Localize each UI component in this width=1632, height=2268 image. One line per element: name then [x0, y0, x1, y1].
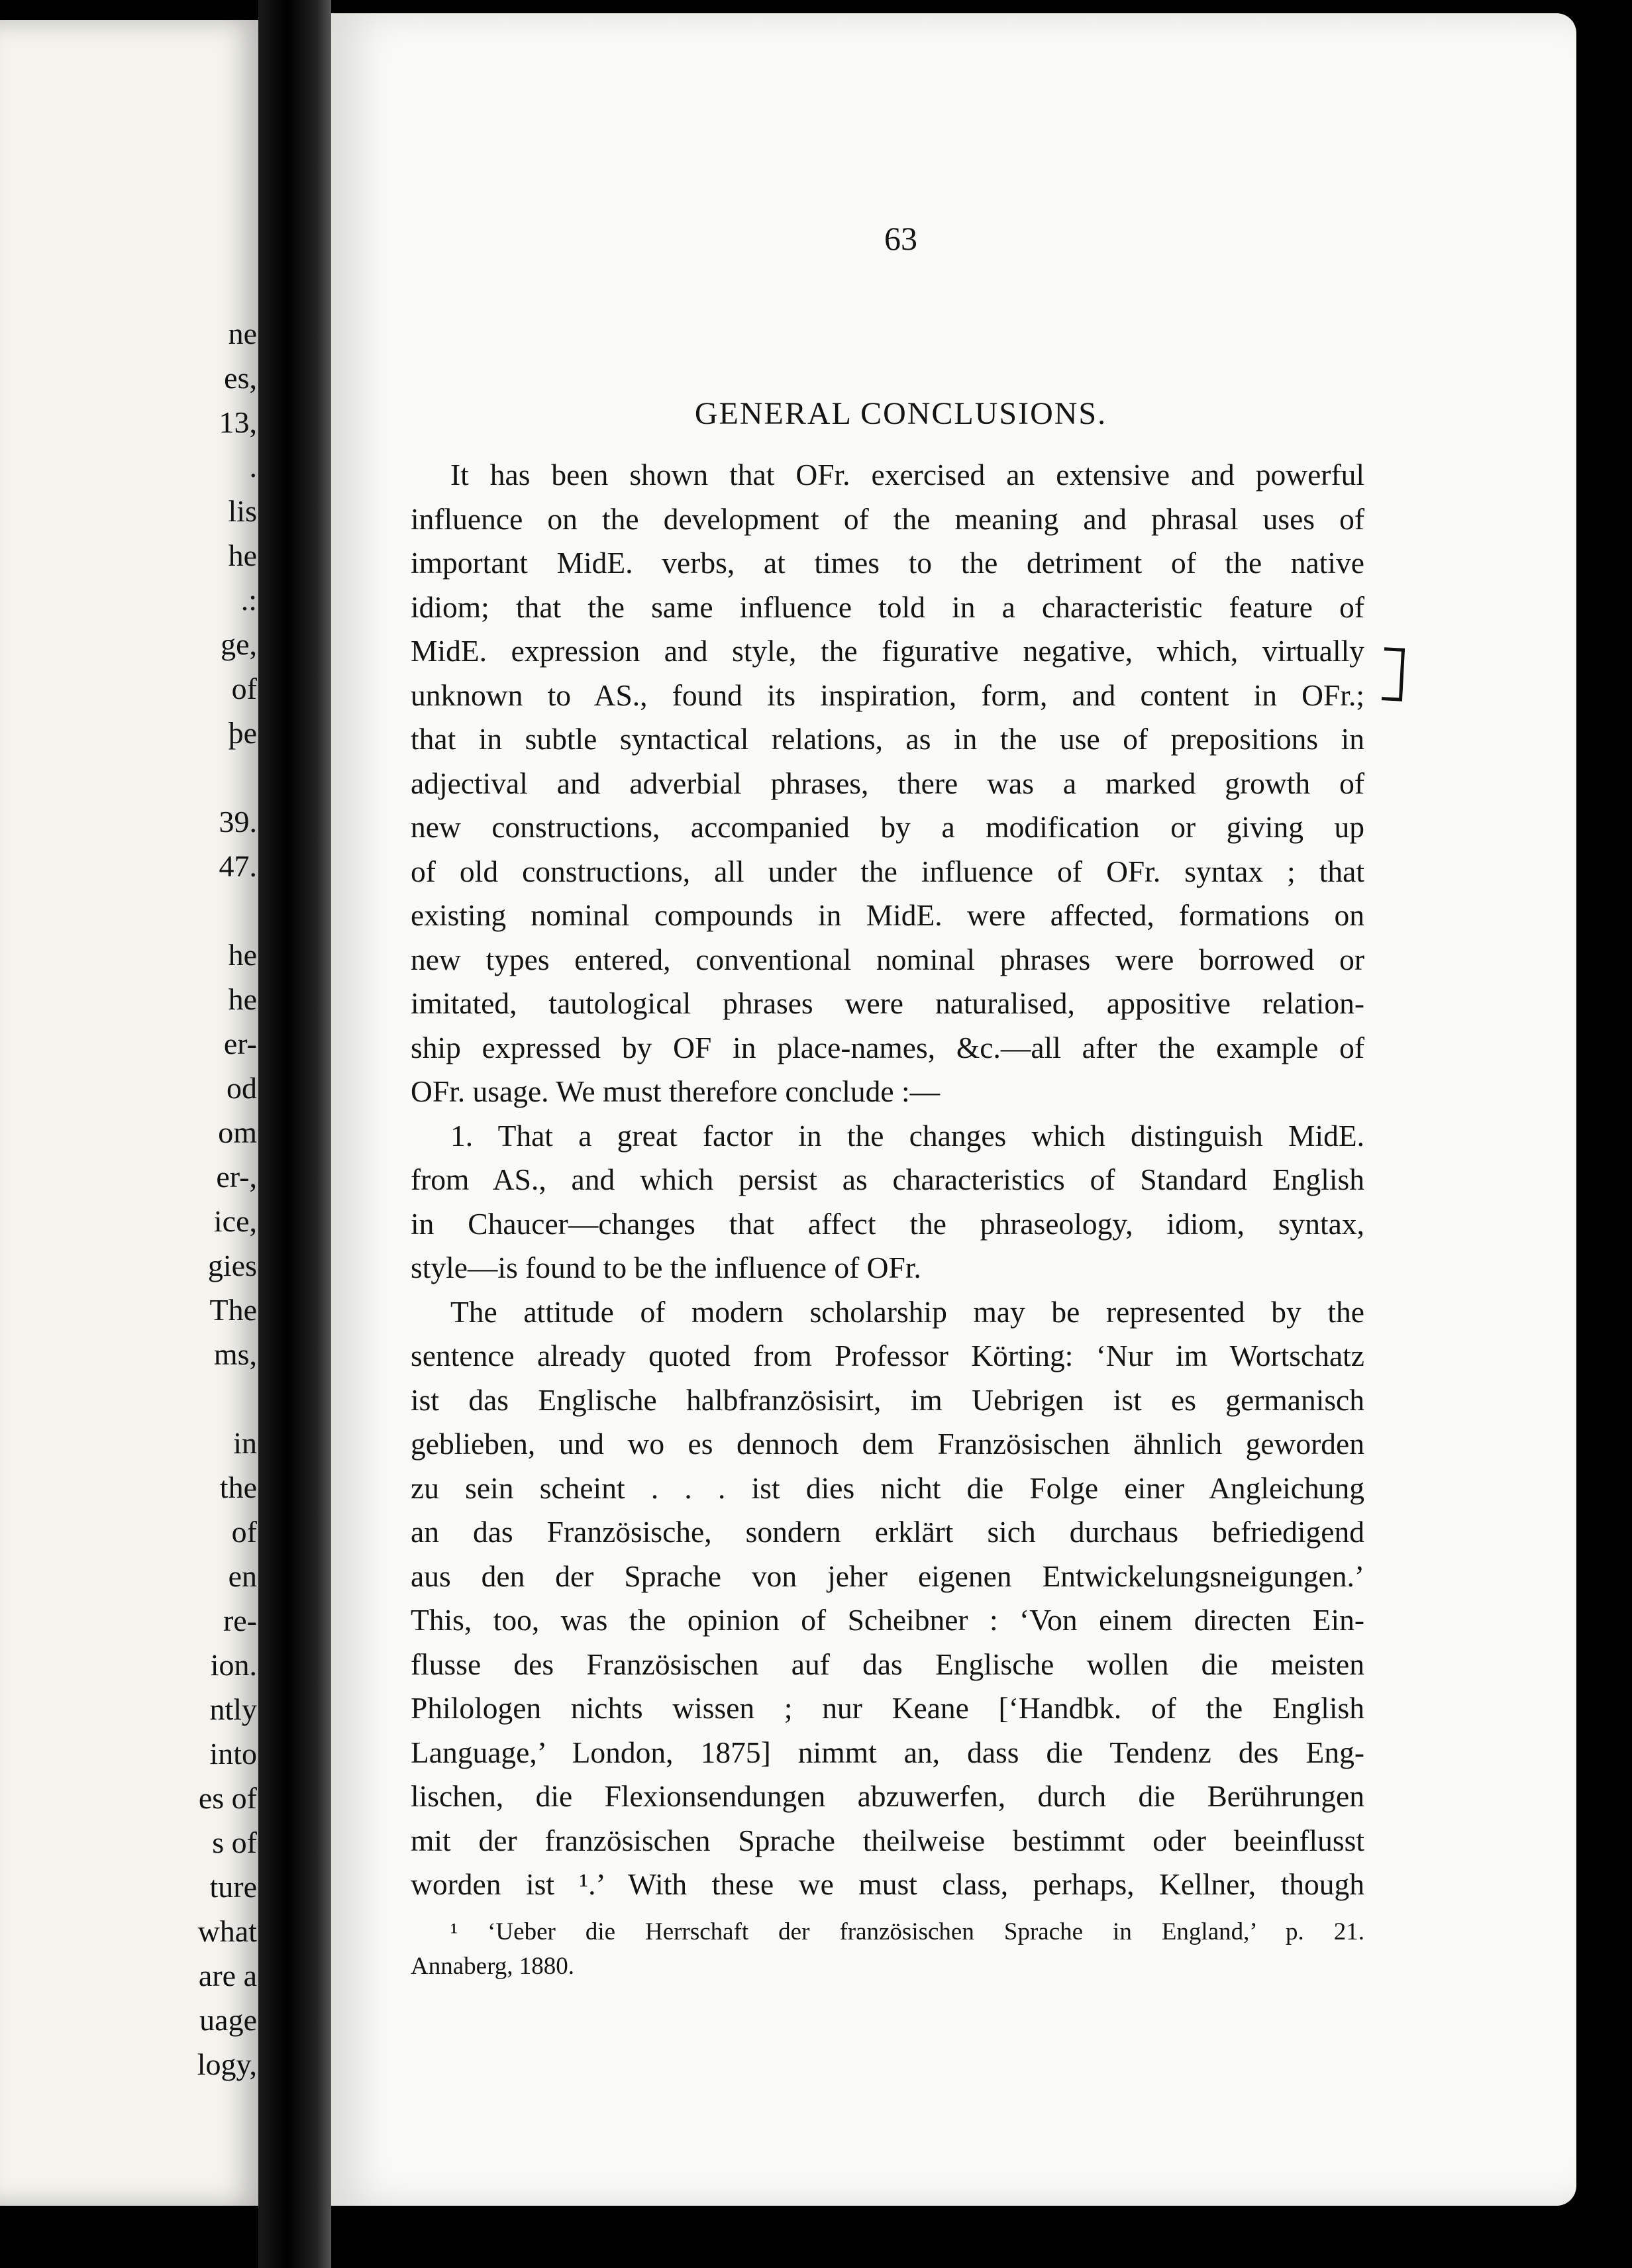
- body-line: Language,’ London, 1875] nimmt an, dass die Tendenz des Eng-: [411, 1735, 1364, 1769]
- left-page-fragment: ntly: [209, 1692, 257, 1726]
- left-page-fragment: into: [209, 1737, 257, 1771]
- left-page-fragment: .: [249, 450, 257, 484]
- left-page-fragment: he: [228, 539, 257, 572]
- left-page-fragment: are a: [198, 1959, 257, 1992]
- left-page-fragment: re-: [223, 1604, 257, 1637]
- body-line: MidE. expression and style, the figurative negative, which, virtually: [411, 634, 1364, 668]
- footnote: [411, 1915, 1364, 1984]
- left-page-fragment: ture: [209, 1870, 257, 1904]
- body-line: style—is found to be the influence of OFr.: [411, 1251, 921, 1284]
- body-line: an das Französische, sondern erklärt sich durchaus befriedigend: [411, 1515, 1364, 1549]
- body-line: new types entered, conventional nominal phrases were borrowed or: [411, 942, 1364, 976]
- footnote-line: ¹ ‘Ueber die Herrschaft der französischen Sprache in England,’ p. 21.: [450, 1918, 1364, 1945]
- left-page-fragment: lis: [228, 494, 257, 528]
- body-line: This, too, was the opinion of Scheibner : ‘Von einem directen Ein-: [411, 1603, 1364, 1637]
- body-line: lischen, die Flexionsendungen abzuwerfen, durch die Berührungen: [411, 1779, 1364, 1813]
- left-page-fragment: [125, 755, 257, 799]
- section-heading: GENERAL CONCLUSIONS.: [694, 396, 1107, 431]
- left-page-fragment: en: [228, 1559, 257, 1593]
- left-page-fragment: er-: [223, 1027, 257, 1060]
- left-page-fragment: es,: [224, 361, 257, 395]
- left-page-fragment: [125, 1376, 257, 1421]
- body-line: sentence already quoted from Professor Körting: ‘Nur im Wortschatz: [411, 1339, 1364, 1372]
- body-line: flusse des Französischen auf das Englische wollen die meisten: [411, 1647, 1364, 1681]
- left-page-fragment: .:: [240, 583, 257, 617]
- body-line: imitated, tautological phrases were naturalised, appositive relation-: [411, 986, 1364, 1020]
- body-line: of old constructions, all under the influence of OFr. syntax ; that: [411, 854, 1364, 888]
- left-page-fragment: s of: [212, 1826, 257, 1859]
- left-page-fragment: gies: [207, 1249, 257, 1282]
- page-text-block: [411, 219, 1364, 1984]
- left-page-text-fragments: [125, 311, 257, 2087]
- left-page-fragment: he: [228, 938, 257, 972]
- left-page-fragment: ion.: [210, 1648, 257, 1682]
- left-page-fragment: of: [231, 1515, 257, 1549]
- body-line: important MidE. verbs, at times to the detriment of the native: [411, 546, 1364, 580]
- left-page-fragment: he: [228, 982, 257, 1016]
- left-page-fragment: 13,: [219, 405, 257, 439]
- left-page-fragment: what: [197, 1914, 257, 1948]
- left-facing-page: [0, 20, 265, 2206]
- body-line: ship expressed by OF in place-names, &c.—all after the example of: [411, 1030, 1364, 1064]
- page-number: 63: [884, 220, 917, 257]
- body-line: new constructions, accompanied by a modification or giving up: [411, 810, 1364, 844]
- binding-gutter: [258, 0, 331, 2268]
- left-page-fragment: 39.: [219, 805, 257, 839]
- body-line: mit der französischen Sprache theilweise bestimmt oder beeinflusst: [411, 1823, 1364, 1857]
- left-page-fragment: ge,: [221, 627, 257, 661]
- body-line: OFr. usage. We must therefore conclude :—: [411, 1074, 941, 1108]
- left-page-fragment: of: [231, 672, 257, 705]
- body-line: worden ist ¹.’ With these we must class, perhaps, Kellner, though: [411, 1867, 1364, 1901]
- left-page-fragment: ice,: [213, 1204, 257, 1238]
- left-page-fragment: [125, 888, 257, 933]
- left-page-fragment: 47.: [219, 849, 257, 883]
- body-line: geblieben, und wo es dennoch dem Französischen ähnlich geworden: [411, 1427, 1364, 1461]
- left-page-fragment: þe: [228, 716, 257, 750]
- left-page-fragment: logy,: [197, 2047, 257, 2081]
- left-page-fragment: the: [219, 1470, 257, 1504]
- left-page-fragment: om: [218, 1115, 257, 1149]
- body-line: adjectival and adverbial phrases, there was a marked growth of: [411, 766, 1364, 800]
- body-line: from AS., and which persist as characteristics of Standard English: [411, 1162, 1364, 1196]
- body-text: [411, 453, 1364, 1907]
- body-line: zu sein scheint . . . ist dies nicht die Folge einer Angleichung: [411, 1470, 1364, 1505]
- left-page-fragment: ms,: [213, 1337, 257, 1371]
- body-line: influence on the development of the meaning and phrasal uses of: [411, 501, 1364, 536]
- footnote-line: Annaberg, 1880.: [411, 1952, 574, 1980]
- body-line: existing nominal compounds in MidE. were affected, formations on: [411, 898, 1364, 932]
- body-line: 1. That a great factor in the changes which distinguish MidE.: [450, 1118, 1364, 1153]
- left-page-fragment: ne: [228, 317, 257, 350]
- body-line: that in subtle syntactical relations, as in the use of prepositions in: [411, 722, 1364, 756]
- left-page-fragment: od: [227, 1071, 257, 1105]
- left-page-fragment: in: [233, 1426, 257, 1460]
- body-line: in Chaucer—changes that affect the phraseology, idiom, syntax,: [411, 1206, 1364, 1241]
- body-line: Philologen nichts wissen ; nur Keane [‘Handbk. of the English: [411, 1691, 1364, 1725]
- left-page-fragment: The: [209, 1293, 257, 1327]
- left-page-fragment: uage: [199, 2003, 257, 2037]
- body-line: The attitude of modern scholarship may be represented by the: [450, 1294, 1364, 1329]
- body-line: unknown to AS., found its inspiration, form, and content in OFr.;: [411, 678, 1364, 712]
- body-line: aus den der Sprache von jeher eigenen Entwickelungsneigungen.’: [411, 1559, 1364, 1593]
- body-line: It has been shown that OFr. exercised an extensive and powerful: [450, 458, 1364, 491]
- body-line: idiom; that the same influence told in a characteristic feature of: [411, 590, 1364, 624]
- body-line: ist das Englische halbfranzösisirt, im Uebrigen ist es germanisch: [411, 1382, 1364, 1417]
- margin-bracket-mark: [1382, 647, 1405, 701]
- left-page-fragment: es of: [198, 1781, 257, 1815]
- left-page-fragment: er-,: [216, 1160, 257, 1194]
